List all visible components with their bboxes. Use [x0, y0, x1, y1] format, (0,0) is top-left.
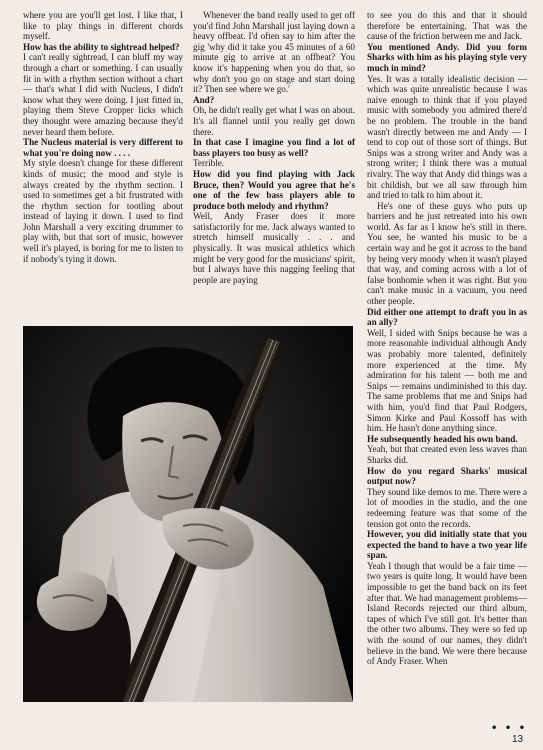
interview-answer: Terrible.	[193, 158, 225, 169]
continuation-dots: • • •	[491, 723, 528, 734]
interview-answer: He's one of these guys who puts up barriers and he just retreated into his own world. As far as I know he's still in there. You see, he wanted his music to be a certain way and he got it across to the band by being very moody when it wasn't played that way, and coming across with a lot of false bonhomie when it was right. But you can't make music in a vacuum, you need other people.	[367, 200, 527, 307]
interview-question: Did either one attempt to draft you in as an ally?	[367, 306, 527, 328]
interview-question: How did you find playing with Jack Bruce, then? Would you agree that he's one of the few bass players able to produce both melody and rhythm?	[193, 168, 355, 211]
interview-answer: Well, I sided with Snips because he was a more reasonable individual although Andy was probably more talented, definitely more experienced at the time. My admiration for his talent — both me and Snips — remains undiminished to this day. The same problems that me and Snips had with him, you'd find that Paul Rodgers, Simon Kirke and Paul Kossoff has with him. He hasn't done anything since.	[367, 327, 527, 434]
interview-answer: They sound like demos to me. There were a lot of moodies in the studio, and the one redeeming feature was that some of the tension got onto the records.	[367, 486, 527, 529]
interview-question: You mentioned Andy. Did you form Sharks with him as his playing style very much in mind?	[367, 41, 527, 73]
interview-answer: to see you do this and that it should therefore be entertaining. That was the cause of the friction between me and Jack.	[367, 10, 527, 42]
interview-answer: Oh, he didn't really get what I was on about. It's all flannel until you really get down there.	[193, 105, 355, 137]
interview-answer: where you are you'll get lost. I like that, I like to play things in different chords myself.	[23, 10, 183, 42]
guitarist-photo	[23, 326, 353, 702]
interview-answer: Whenever the band really used to get off you'd find John Marshall just laying down a heavy offbeat. I'd often say to him after the gig 'why did it take you 45 minutes of a 60 minute gig to arrive at an offbeat? You know it's happening when you do that, so why don't you go on stage and start doing it? Then see where we go.'	[193, 10, 355, 95]
interview-question: And?	[193, 94, 215, 105]
interview-answer: Yes. It was a totally idealistic decision — which was quite unrealistic because I was naive enough to think that if you played music with somebody you admired there'd be no problem. The trouble in the band wasn't directly between me and Andy — I tend to cop out of those sort of things. But Snips was a strong writer and Andy was a strong writer; I think there was a mutual rivalry. The way that Andy did things was a bit childish, but we all saw through him and tried to talk to him about it.	[367, 73, 527, 201]
interview-answer: Yeah I though that would be a fair time — two years is quite long. It would have been impossible to get the band back on its feet after that. We had management problems—Island Records rejected our third album, tapes of which I've still got. It's better than the other two albums. They were so fed up with the sound of our names, they didn't believe in the band. We were there because of Andy Fraser. When	[367, 560, 527, 667]
interview-question: How has the ability to sightread helped?	[23, 41, 180, 52]
interview-question: He subsequently headed his own band.	[367, 433, 518, 444]
text-column-2	[193, 10, 355, 285]
page-number: 13	[512, 734, 524, 745]
interview-question: How do you regard Sharks' musical output now?	[367, 465, 527, 487]
text-column-3	[367, 10, 527, 667]
text-column-1	[23, 10, 183, 264]
interview-answer: My style doesn't change for these different kinds of music; the mood and style is always created by the rhythm section. I used to sometimes get a bit frustrated with the rhythm section for tootling about instead of laying it down. I used to find John Marshall a very exciting drummer to play with, but that sort of music, however well it's played, is boring for me to listen to if nobody's tying it down.	[23, 158, 183, 264]
interview-question: However, you did initially state that you expected the band to have a two year life span.	[367, 529, 527, 561]
interview-answer: I can't really sightread, I can bluff my way through a chart or something. I can usually fit in with a rhythm section without a chart — that's what I did with Nucleus, I didn't know what they were doing. I just fitted in, playing them Steve Cropper licks which they thought were amazing because they'd never heard them before.	[23, 52, 183, 137]
interview-answer: Well, Andy Fraser does it more satisfactorily for me. Jack always wanted to stretch himself musically . . . and physically. It was musical athletics which might be very good for the musicians' spirit, but I always have this nagging feeling that people are paying	[193, 211, 355, 285]
interview-question: The Nucleus material is very different to what you're doing now . . . .	[23, 137, 183, 158]
interview-question: In that case I imagine you find a lot of bass players too busy as well?	[193, 137, 355, 158]
interview-answer: Yeah, but that created even less waves than Sharks did.	[367, 444, 527, 465]
